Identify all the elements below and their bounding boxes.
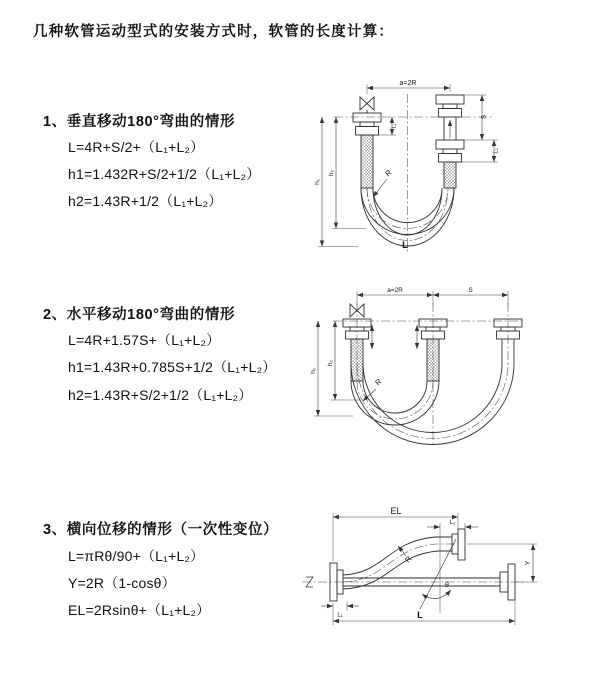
section-1-formula-L: L=4R+S/2+（L₁+L₂） [68,139,205,155]
dim-label-l2: L₂ [449,520,456,526]
diagram-vertical-180-bend [300,70,570,265]
section-1-formula-h2: h2=1.43R+1/2（L₁+L₂） [68,193,223,209]
dim-label-h2: h₂ [327,359,334,367]
dim-label-h1: h₁ [314,179,321,185]
dim-label-l: L [417,610,423,621]
section-3-formula-Y: Y=2R（1-cosθ） [68,575,176,591]
section-3-heading: 3、横向位移的情形（一次性变位） [43,522,279,538]
dim-label-s: S [480,114,488,120]
dim-label-y: Y [525,560,532,566]
valve-icon [360,97,374,110]
angle-arc [422,590,451,599]
diagram-horizontal-180-bend [305,283,590,453]
hose-assembly [353,95,464,246]
dimensions [321,513,537,625]
dimensions [314,291,508,416]
flange-plate [353,113,381,122]
braided-hose-right [444,162,456,188]
dim-label-s: S [468,287,473,294]
dim-label-l2: L₂ [493,148,500,154]
label-angle: θ [445,582,449,589]
label-radius: R [383,167,394,179]
page-title: 几种软管运动型式的安装方式时，软管的长度计算： [33,24,395,40]
section-2-formula-h2: h2=1.43R+S/2+1/2（L₁+L₂） [68,387,253,403]
label-length: L [402,240,408,251]
braided-hose-middle [427,339,439,381]
dim-label-l1: L₁ [337,612,343,619]
hose-assembly [343,304,522,445]
dim-label-h2: h₂ [328,169,335,177]
dim-label-h1: h₁ [310,368,317,374]
flange-top-right [458,529,465,560]
braided-hose-left [361,135,373,188]
label-radius: R [373,376,384,388]
section-1-formula-h1: h1=1.432R+S/2+1/2（L₁+L₂） [68,166,261,182]
section-3-formula-EL: EL=2Rsinθ+（L₁+L₂） [68,602,211,618]
diagram-lateral-displacement [300,503,595,648]
hose-upper-line [343,537,452,575]
dim-label-l1: L₁ [391,123,398,129]
section-2-heading: 2、水平移动180°弯曲的情形 [43,307,236,323]
section-2-formula-L: L=4R+1.57S+（L₁+L₂） [68,332,221,348]
dim-label-width: a=2R [387,287,403,294]
section-1-heading: 1、垂直移动180°弯曲的情形 [43,114,236,130]
dim-label-el: EL [390,506,402,516]
section-3-formula-L: L=πRθ/90+（L₁+L₂） [68,548,205,564]
label-radius: R [402,554,414,565]
braided-hose-left [351,339,363,381]
section-2-formula-h1: h1=1.43R+0.785S+1/2（L₁+L₂） [68,359,277,375]
dim-label-width: a=2R [399,80,417,87]
hose-assembly [306,529,515,609]
hose-lower-line [343,551,452,589]
